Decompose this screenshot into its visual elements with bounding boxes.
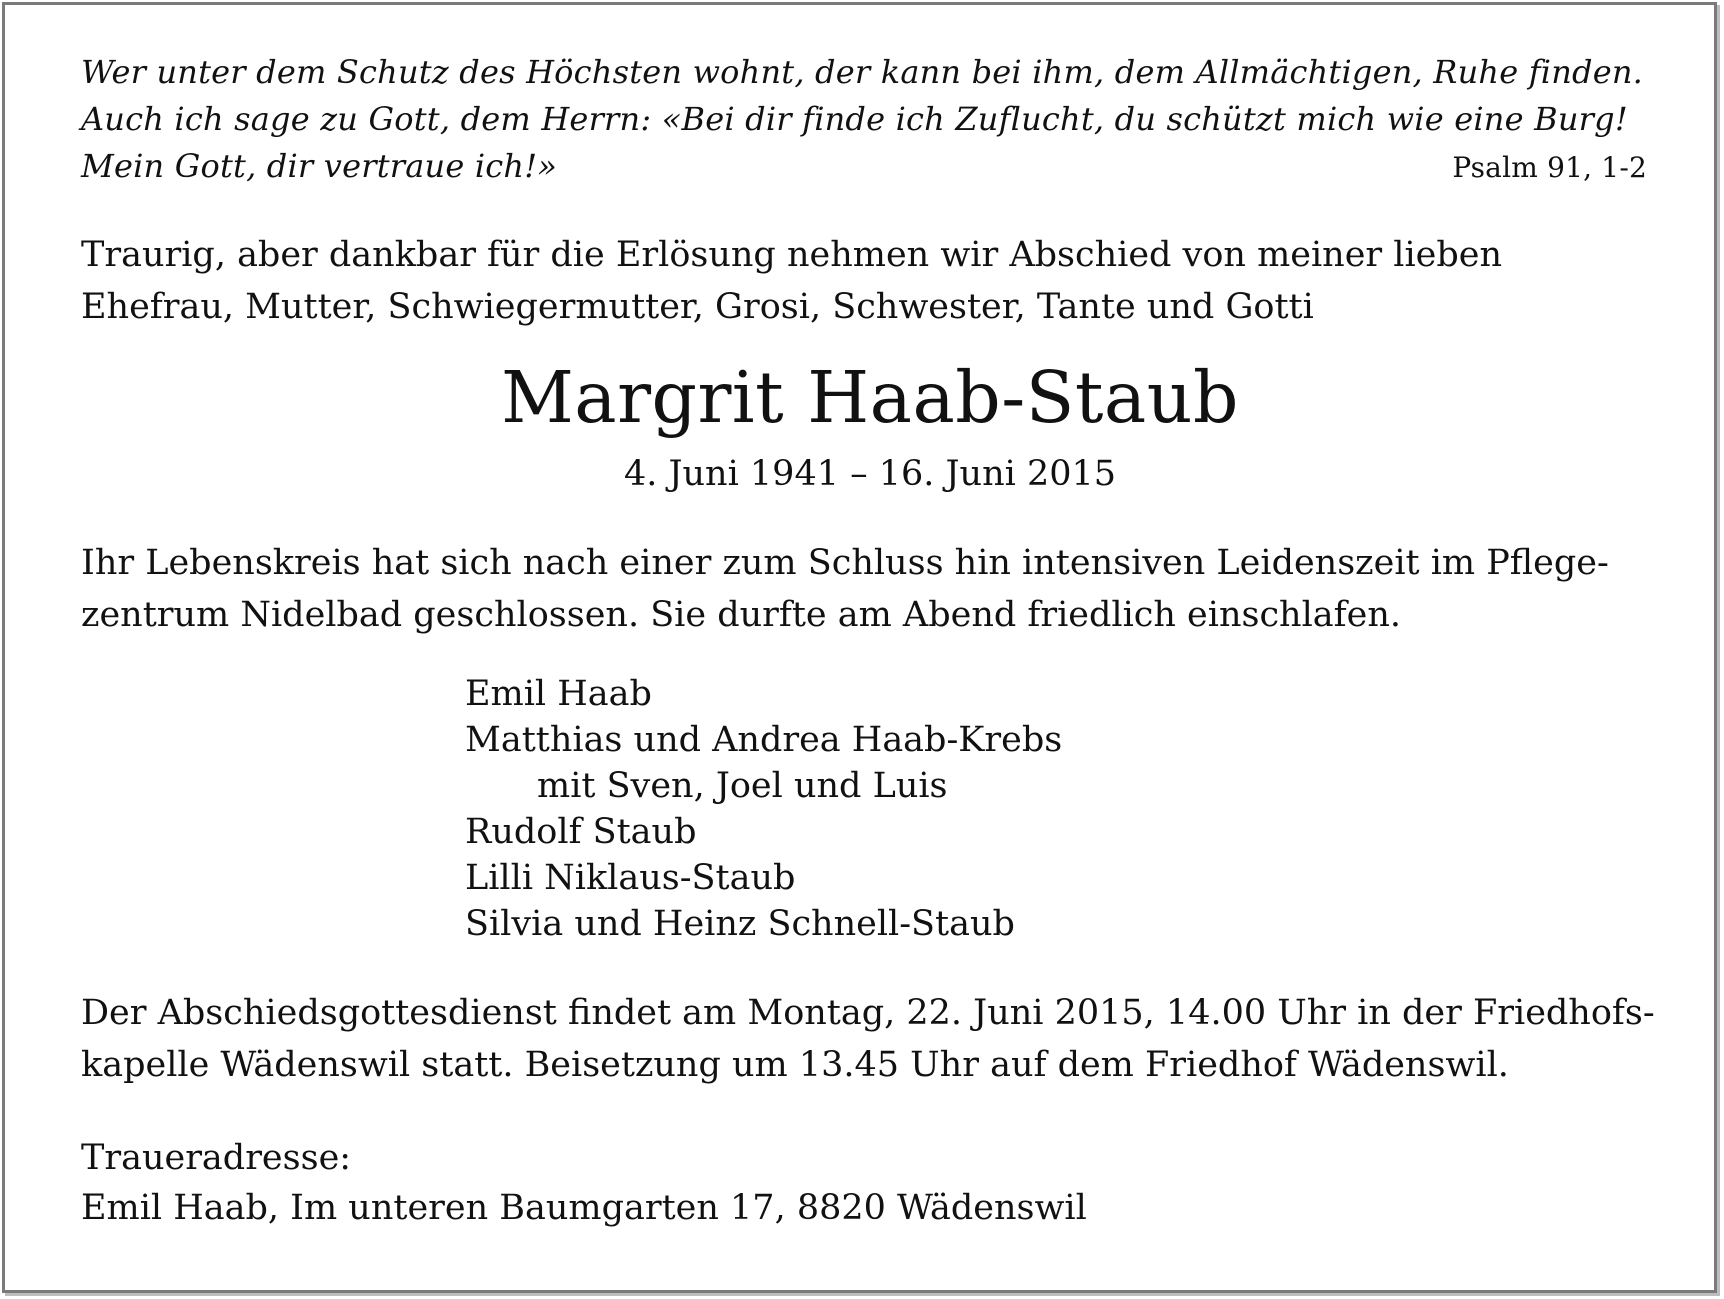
life-dates: 4. Juni 1941 – 16. Juni 2015 — [623, 454, 1117, 494]
address-value: Emil Haab, Im unteren Baumgarten 17, 8820 Wädenswil — [81, 1188, 1087, 1228]
service-line-2: kapelle Wädenswil statt. Beisetzung um 13.45 Uhr auf dem Friedhof Wädenswil. — [81, 1045, 1509, 1085]
lebenskreis-line-1: Ihr Lebenskreis hat sich nach einer zum Schluss hin intensiven Leidenszeit im Pflege- — [81, 543, 1609, 583]
lebenskreis-line-2: zentrum Nidelbad geschlossen. Sie durfte am Abend friedlich einschlafen. — [81, 595, 1401, 635]
lebenskreis-text — [81, 537, 1659, 641]
mourner-entry: Lilli Niklaus-Staub — [465, 858, 796, 898]
psalm-line-3: Mein Gott, dir vertraue ich!» — [81, 147, 558, 185]
psalm-reference: Psalm 91, 1-2 — [1452, 151, 1647, 184]
service-line-1: Der Abschiedsgottesdienst findet am Montag, 22. Juni 2015, 14.00 Uhr in der Friedhofs- — [81, 993, 1655, 1033]
mourner-entry: Rudolf Staub — [465, 812, 697, 852]
mourner-entry: Matthias und Andrea Haab-Krebs — [465, 720, 1063, 760]
mourner-entry-children: mit Sven, Joel und Luis — [537, 766, 948, 806]
address-label: Traueradresse: — [81, 1138, 352, 1178]
mourner-entry: Silvia und Heinz Schnell-Staub — [465, 904, 1015, 944]
obituary-frame — [2, 2, 1717, 1293]
intro-line-1: Traurig, aber dankbar für die Erlösung nehmen wir Abschied von meiner lieben — [81, 235, 1503, 275]
intro-text — [81, 229, 1659, 333]
psalm-line-1: Wer unter dem Schutz des Höchsten wohnt, der kann bei ihm, dem Allmächtigen, Ruhe finden. — [81, 53, 1644, 91]
intro-line-2: Ehefrau, Mutter, Schwiegermutter, Grosi, Schwester, Tante und Gotti — [81, 287, 1314, 327]
psalm-line-3-row — [81, 143, 1659, 191]
service-info — [81, 987, 1659, 1091]
deceased-name: Margrit Haab-Staub — [501, 356, 1239, 439]
obituary-content — [81, 49, 1659, 1233]
psalm-quote — [81, 49, 1659, 191]
psalm-line-2: Auch ich sage zu Gott, dem Herrn: «Bei dir finde ich Zuflucht, du schützt mich wie eine Burg! — [81, 100, 1628, 138]
mourners-list — [465, 671, 1659, 947]
mourner-entry: Emil Haab — [465, 674, 652, 714]
mourning-address — [81, 1133, 1659, 1233]
